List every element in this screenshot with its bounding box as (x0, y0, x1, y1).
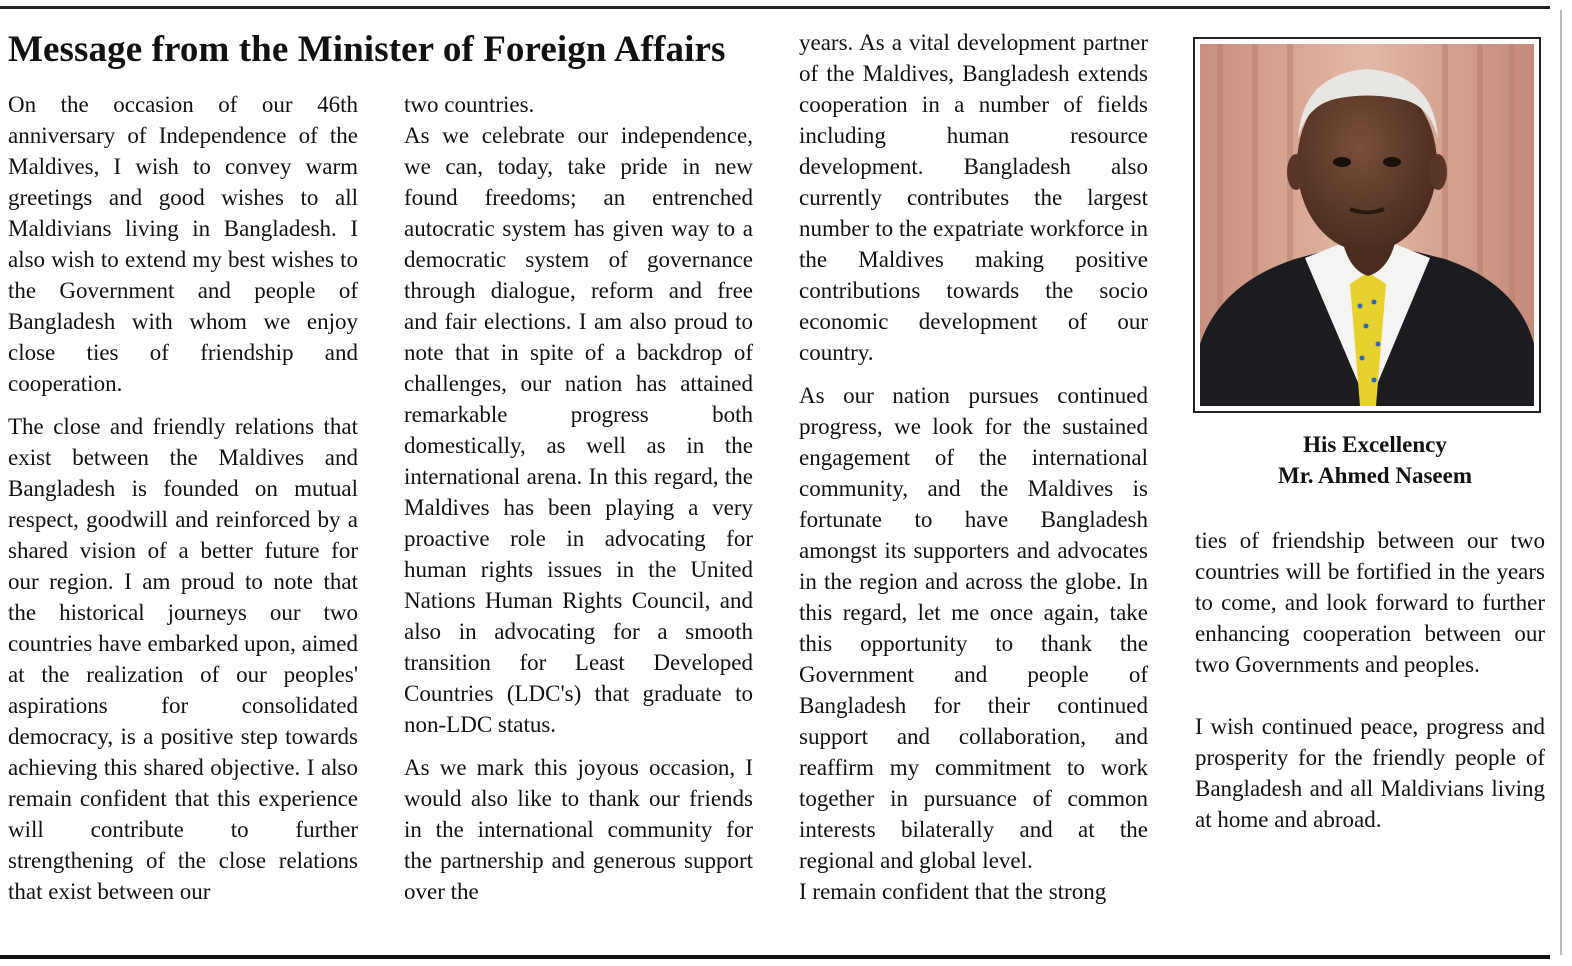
column-1 (8, 89, 358, 907)
paragraph: I remain confident that the strong (799, 879, 1107, 904)
portrait-photo (1193, 37, 1541, 413)
paragraph: years. As a vital development partner of the Maldives, Bangladesh extends cooperation in a number of fields including human resource development. Bangladesh also currently contributes the largest number to the expatriate workforce in the Maldives making positive contributions towards the socio economic development of our country. (799, 30, 1148, 365)
article-headline: Message from the Minister of Foreign Affairs (8, 29, 726, 70)
column-3 (799, 27, 1148, 907)
paragraph: As we mark this joyous occasion, I would also like to thank our friends in the international community for the partnership and generous support over the (404, 755, 753, 904)
bottom-rule (0, 955, 1550, 959)
paragraph: two countries. (404, 92, 535, 117)
paragraph: The close and friendly relations that exist between the Maldives and Bangladesh is founded on mutual respect, goodwill and reinforced by a shared vision of a better future for our region. I am proud to note that the historical journeys our two countries have embarked upon, aimed at the realization of our peoples' aspirations for consolidated democracy, is a positive step towards achieving this shared objective. I also remain confident that this experience will contribute to further strengthening of the close relations that exist between our (8, 414, 358, 904)
paragraph: I wish continued peace, progress and prosperity for the friendly people of Bangladesh and all Maldivians living at home and abroad. (1195, 714, 1545, 832)
paragraph: ties of friendship between our two countries will be fortified in the years to come, and look forward to further enhancing cooperation between our two Governments and peoples. (1195, 528, 1545, 677)
paragraph: As we celebrate our independence, we can, today, take pride in new found freedoms; an entrenched autocratic system has given way to a democratic system of governance through dialogue, reform and free and fair elections. I am also proud to note that in spite of a backdrop of challenges, our nation has attained remarkable progress both domestically, as well as in the international arena. In this regard, the Maldives has been playing a very proactive role in advocating for human rights issues in the United Nations Human Rights Council, and also in advocating for a smooth transition for Least Developed Countries (LDC's) that graduate to non-LDC status. (404, 123, 753, 737)
column-2 (404, 89, 753, 907)
top-rule (0, 6, 1550, 9)
caption-name: Mr. Ahmed Naseem (1278, 463, 1472, 488)
paragraph: As our nation pursues continued progress, we look for the sustained engagement of the international community, and the Maldives is fortunate to have Bangladesh amongst its supporters and advocates in the region and across the globe. In this regard, let me once again, take this opportunity to thank the Government and people of Bangladesh for their continued support and collaboration, and reaffirm my commitment to work together in pursuance of common interests bilaterally and at the regional and global level. (799, 383, 1148, 873)
portrait-illustration (1200, 44, 1534, 406)
photo-caption (1195, 429, 1555, 491)
caption-honorific: His Excellency (1303, 432, 1447, 457)
right-rule (1560, 10, 1562, 955)
column-4 (1195, 525, 1545, 835)
paragraph: On the occasion of our 46th anniversary of Independence of the Maldives, I wish to convey warm greetings and good wishes to all Maldivians living in Bangladesh. I also wish to extend my best wishes to the Government and people of Bangladesh with whom we enjoy close ties of friendship and cooperation. (8, 92, 358, 396)
